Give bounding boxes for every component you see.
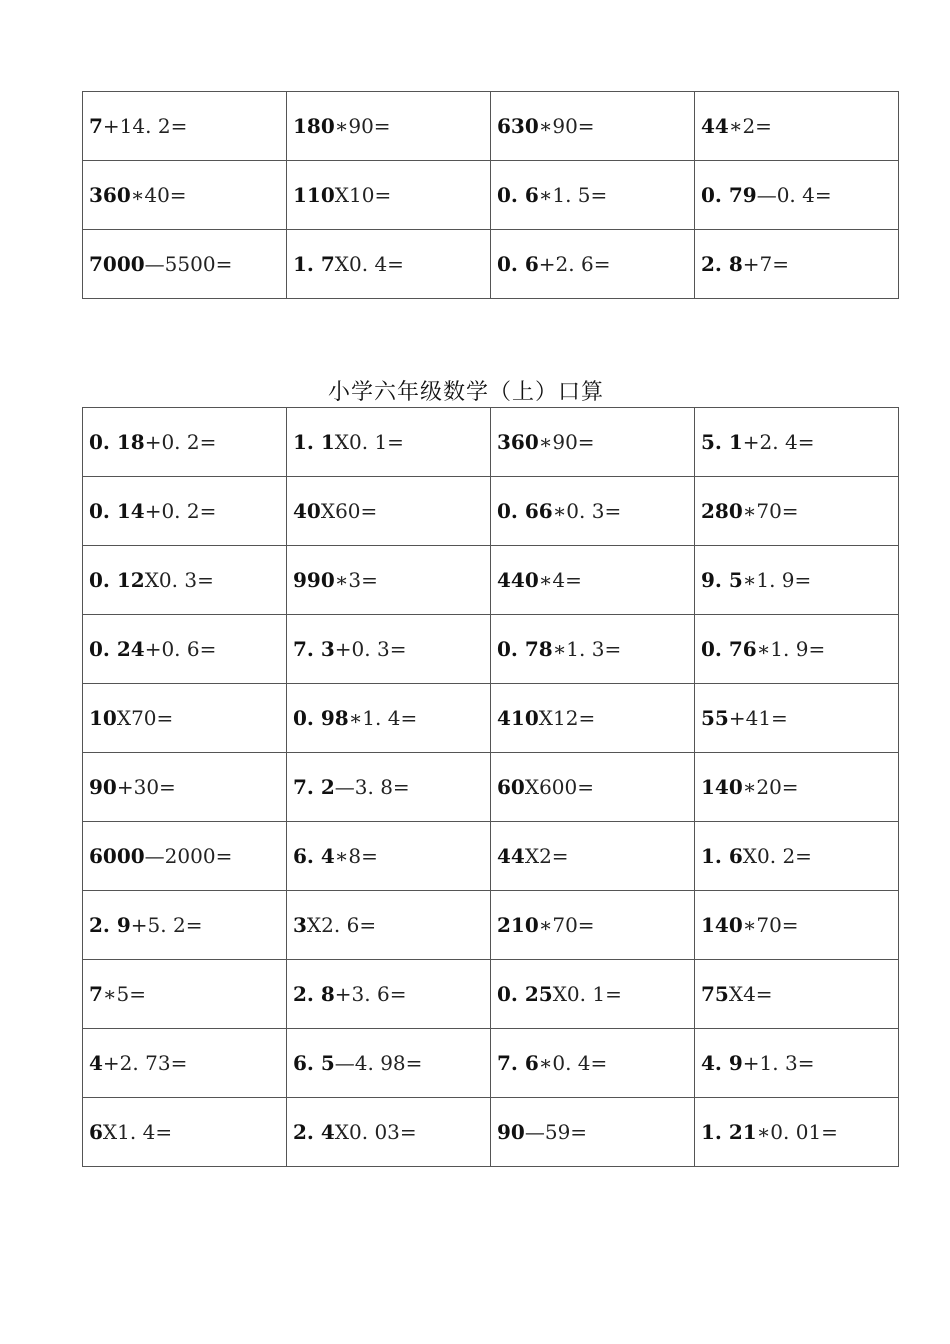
problem-cell <box>287 408 491 477</box>
problem-cell <box>287 161 491 230</box>
problem-lead-number: 7 <box>89 114 103 138</box>
problem-lead-number: 6 <box>89 1120 103 1144</box>
problem-lead-number: 6000 <box>89 844 145 868</box>
problem-lead-number: 280 <box>701 499 743 523</box>
problem-lead-number: 0. 76 <box>701 637 757 661</box>
table-row <box>83 230 899 299</box>
problem-cell <box>287 1098 491 1167</box>
problem-lead-number: 90 <box>89 775 117 799</box>
problem-cell <box>491 822 695 891</box>
problem-lead-number: 140 <box>701 913 743 937</box>
problem-remainder: +3. 6= <box>334 982 407 1006</box>
problem-cell <box>695 960 899 1029</box>
problem-cell <box>287 753 491 822</box>
problem-cell <box>695 408 899 477</box>
problem-remainder: —2000= <box>144 844 233 868</box>
problem-remainder: X0. 2= <box>742 844 812 868</box>
problem-remainder: —3. 8= <box>334 775 410 799</box>
table-row <box>83 546 899 615</box>
problem-lead-number: 1. 1 <box>293 430 335 454</box>
top-problem-table <box>82 91 899 299</box>
problem-remainder: +2. 6= <box>538 252 611 276</box>
problem-cell <box>695 753 899 822</box>
problem-remainder: ∗4= <box>538 568 582 592</box>
problem-lead-number: 6. 4 <box>293 844 335 868</box>
problem-cell <box>695 684 899 753</box>
problem-remainder: ∗1. 9= <box>742 568 812 592</box>
problem-remainder: +1. 3= <box>742 1051 815 1075</box>
problem-remainder: X0. 1= <box>334 430 404 454</box>
problem-lead-number: 10 <box>89 706 117 730</box>
table-row <box>83 753 899 822</box>
problem-cell <box>287 546 491 615</box>
problem-lead-number: 6. 5 <box>293 1051 335 1075</box>
problem-remainder: X1. 4= <box>102 1120 173 1144</box>
problem-cell <box>695 161 899 230</box>
problem-lead-number: 5. 1 <box>701 430 743 454</box>
problem-lead-number: 140 <box>701 775 743 799</box>
table-row <box>83 1098 899 1167</box>
problem-cell <box>491 92 695 161</box>
problem-cell <box>695 230 899 299</box>
main-table-body <box>83 408 899 1167</box>
problem-cell <box>83 891 287 960</box>
problem-remainder: +0. 6= <box>144 637 217 661</box>
problem-lead-number: 0. 25 <box>497 982 553 1006</box>
problem-cell <box>491 891 695 960</box>
problem-lead-number: 0. 6 <box>497 183 539 207</box>
problem-cell <box>491 230 695 299</box>
problem-remainder: ∗3= <box>334 568 378 592</box>
problem-remainder: +2. 4= <box>742 430 815 454</box>
problem-lead-number: 110 <box>293 183 335 207</box>
problem-remainder: ∗2= <box>728 114 772 138</box>
problem-lead-number: 44 <box>497 844 525 868</box>
problem-lead-number: 90 <box>497 1120 525 1144</box>
problem-remainder: ∗70= <box>538 913 595 937</box>
problem-cell <box>695 822 899 891</box>
table-row <box>83 960 899 1029</box>
problem-cell <box>491 1098 695 1167</box>
problem-remainder: +5. 2= <box>130 913 203 937</box>
problem-cell <box>491 684 695 753</box>
problem-remainder: ∗20= <box>742 775 799 799</box>
problem-cell <box>695 546 899 615</box>
problem-lead-number: 3 <box>293 913 307 937</box>
problem-lead-number: 210 <box>497 913 539 937</box>
problem-lead-number: 1. 7 <box>293 252 335 276</box>
table-row <box>83 822 899 891</box>
problem-lead-number: 0. 14 <box>89 499 145 523</box>
problem-remainder: X0. 4= <box>334 252 404 276</box>
problem-lead-number: 7000 <box>89 252 145 276</box>
problem-remainder: X600= <box>524 775 595 799</box>
problem-cell <box>287 477 491 546</box>
problem-remainder: X10= <box>334 183 392 207</box>
table-row <box>83 891 899 960</box>
problem-remainder: X12= <box>538 706 596 730</box>
problem-cell <box>695 615 899 684</box>
problem-lead-number: 0. 79 <box>701 183 757 207</box>
problem-lead-number: 60 <box>497 775 525 799</box>
problem-remainder: X0. 1= <box>552 982 622 1006</box>
problem-lead-number: 2. 9 <box>89 913 131 937</box>
table-row <box>83 615 899 684</box>
top-table-body <box>83 92 899 299</box>
problem-remainder: X60= <box>320 499 378 523</box>
problem-cell <box>695 1098 899 1167</box>
problem-cell <box>83 546 287 615</box>
problem-remainder: ∗1. 3= <box>552 637 622 661</box>
problem-cell <box>695 92 899 161</box>
problem-remainder: X4= <box>728 982 773 1006</box>
problem-cell <box>491 161 695 230</box>
problem-lead-number: 7. 6 <box>497 1051 539 1075</box>
problem-lead-number: 7. 3 <box>293 637 335 661</box>
table-row <box>83 684 899 753</box>
problem-lead-number: 55 <box>701 706 729 730</box>
problem-remainder: X70= <box>116 706 174 730</box>
table-row <box>83 161 899 230</box>
table-row <box>83 477 899 546</box>
problem-cell <box>83 822 287 891</box>
problem-remainder: ∗0. 3= <box>552 499 622 523</box>
problem-lead-number: 0. 12 <box>89 568 145 592</box>
problem-cell <box>287 822 491 891</box>
main-problem-table <box>82 407 899 1167</box>
problem-remainder: —59= <box>524 1120 588 1144</box>
problem-lead-number: 2. 4 <box>293 1120 335 1144</box>
problem-cell <box>83 684 287 753</box>
problem-remainder: —0. 4= <box>756 183 832 207</box>
problem-cell <box>491 546 695 615</box>
problem-cell <box>83 615 287 684</box>
problem-cell <box>83 408 287 477</box>
problem-lead-number: 410 <box>497 706 539 730</box>
problem-cell <box>287 684 491 753</box>
problem-cell <box>287 960 491 1029</box>
problem-lead-number: 4 <box>89 1051 103 1075</box>
problem-cell <box>695 891 899 960</box>
problem-lead-number: 0. 98 <box>293 706 349 730</box>
problem-remainder: ∗8= <box>334 844 378 868</box>
problem-lead-number: 0. 24 <box>89 637 145 661</box>
problem-remainder: X0. 3= <box>144 568 214 592</box>
problem-remainder: +30= <box>116 775 176 799</box>
problem-remainder: ∗1. 9= <box>756 637 826 661</box>
problem-remainder: +0. 2= <box>144 499 217 523</box>
problem-lead-number: 9. 5 <box>701 568 743 592</box>
problem-cell <box>287 891 491 960</box>
problem-lead-number: 7. 2 <box>293 775 335 799</box>
problem-remainder: ∗90= <box>538 114 595 138</box>
problem-remainder: X2= <box>524 844 569 868</box>
problem-cell <box>491 960 695 1029</box>
problem-cell <box>83 1098 287 1167</box>
problem-remainder: ∗0. 4= <box>538 1051 608 1075</box>
problem-remainder: X0. 03= <box>334 1120 417 1144</box>
problem-cell <box>287 1029 491 1098</box>
problem-cell <box>287 615 491 684</box>
problem-cell <box>287 92 491 161</box>
problem-lead-number: 0. 6 <box>497 252 539 276</box>
table-row <box>83 92 899 161</box>
problem-lead-number: 630 <box>497 114 539 138</box>
problem-lead-number: 1. 6 <box>701 844 743 868</box>
problem-lead-number: 75 <box>701 982 729 1006</box>
problem-remainder: —5500= <box>144 252 233 276</box>
table-row <box>83 1029 899 1098</box>
problem-remainder: ∗70= <box>742 913 799 937</box>
problem-cell <box>83 960 287 1029</box>
problem-cell <box>83 92 287 161</box>
problem-cell <box>491 615 695 684</box>
problem-remainder: —4. 98= <box>334 1051 423 1075</box>
problem-remainder: ∗5= <box>102 982 146 1006</box>
problem-remainder: +14. 2= <box>102 114 188 138</box>
problem-lead-number: 44 <box>701 114 729 138</box>
problem-cell <box>83 230 287 299</box>
problem-remainder: ∗1. 4= <box>348 706 418 730</box>
problem-cell <box>491 1029 695 1098</box>
problem-lead-number: 360 <box>89 183 131 207</box>
problem-cell <box>695 477 899 546</box>
problem-lead-number: 40 <box>293 499 321 523</box>
problem-lead-number: 4. 9 <box>701 1051 743 1075</box>
problem-lead-number: 0. 78 <box>497 637 553 661</box>
problem-lead-number: 0. 66 <box>497 499 553 523</box>
problem-remainder: +2. 73= <box>102 1051 188 1075</box>
problem-lead-number: 1. 21 <box>701 1120 757 1144</box>
problem-remainder: +7= <box>742 252 790 276</box>
problem-cell <box>83 753 287 822</box>
problem-cell <box>695 1029 899 1098</box>
worksheet-title: 小学六年级数学（上）口算 <box>327 380 604 405</box>
problem-lead-number: 7 <box>89 982 103 1006</box>
problem-cell <box>491 477 695 546</box>
problem-remainder: X2. 6= <box>306 913 377 937</box>
problem-remainder: ∗0. 01= <box>756 1120 838 1144</box>
problem-remainder: ∗90= <box>334 114 391 138</box>
problem-remainder: +41= <box>728 706 788 730</box>
table-row <box>83 408 899 477</box>
problem-cell <box>83 1029 287 1098</box>
problem-cell <box>491 753 695 822</box>
problem-remainder: ∗1. 5= <box>538 183 608 207</box>
problem-remainder: +0. 2= <box>144 430 217 454</box>
problem-lead-number: 440 <box>497 568 539 592</box>
problem-remainder: ∗40= <box>130 183 187 207</box>
problem-cell <box>83 477 287 546</box>
problem-lead-number: 2. 8 <box>701 252 743 276</box>
problem-lead-number: 360 <box>497 430 539 454</box>
problem-cell <box>83 161 287 230</box>
problem-cell <box>491 408 695 477</box>
problem-lead-number: 990 <box>293 568 335 592</box>
problem-remainder: +0. 3= <box>334 637 407 661</box>
problem-lead-number: 0. 18 <box>89 430 145 454</box>
problem-remainder: ∗90= <box>538 430 595 454</box>
problem-cell <box>287 230 491 299</box>
problem-lead-number: 2. 8 <box>293 982 335 1006</box>
problem-lead-number: 180 <box>293 114 335 138</box>
problem-remainder: ∗70= <box>742 499 799 523</box>
